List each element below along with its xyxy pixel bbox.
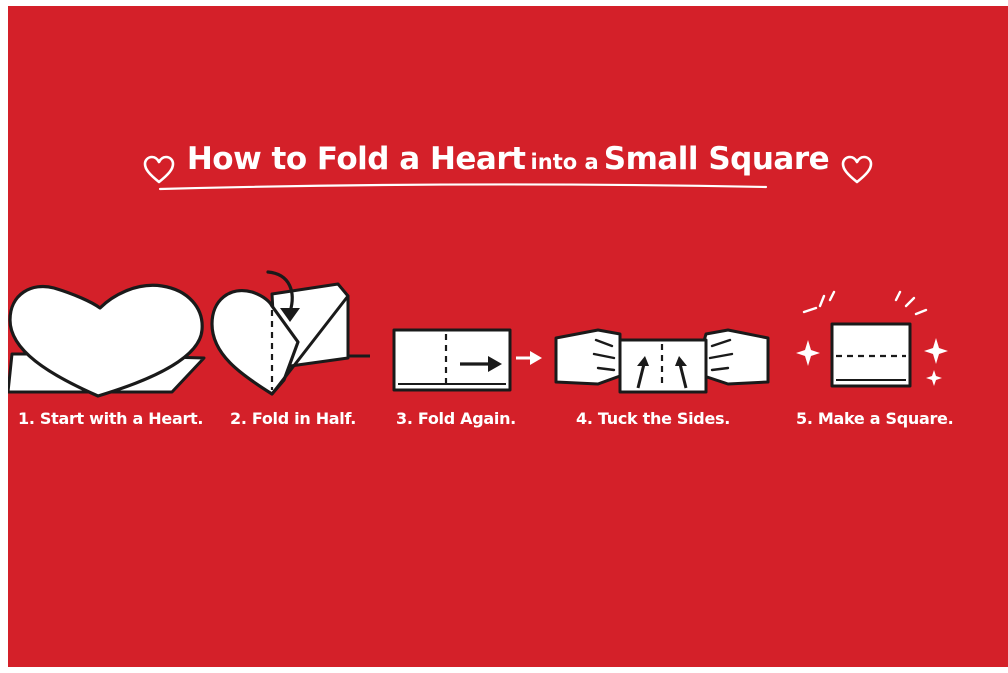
- instruction-canvas: [8, 6, 1008, 667]
- step-3-illustration: [394, 330, 510, 390]
- left-hand: [556, 330, 626, 384]
- step-5-illustration: [796, 292, 948, 386]
- sparkle-lines: [804, 292, 926, 314]
- step-5-label: 5. Make a Square.: [796, 409, 954, 428]
- page-title: [141, 141, 875, 177]
- sparkle-icon: [796, 340, 820, 366]
- sparkle-icon: [926, 370, 942, 386]
- title-block: [8, 141, 1008, 211]
- title-underline: [158, 177, 768, 197]
- right-hand: [698, 330, 768, 384]
- title-part-main: How to Fold a Heart: [186, 141, 526, 177]
- title-part-end: Small Square: [603, 141, 830, 177]
- step-1-label: 1. Start with a Heart.: [18, 409, 204, 428]
- steps-illustration: [8, 256, 1008, 406]
- step-4-label: 4. Tuck the Sides.: [576, 409, 730, 428]
- step-2-label: 2. Fold in Half.: [230, 409, 357, 428]
- step-1-illustration: [8, 285, 204, 396]
- step-2-illustration: [212, 272, 370, 394]
- title-part-connector: into a: [530, 150, 599, 174]
- next-step-arrow: [516, 351, 542, 365]
- sparkle-icon: [924, 338, 948, 364]
- step-3-label: 3. Fold Again.: [396, 409, 516, 428]
- step-4-illustration: [556, 330, 768, 392]
- heart-outline-icon: [841, 155, 873, 185]
